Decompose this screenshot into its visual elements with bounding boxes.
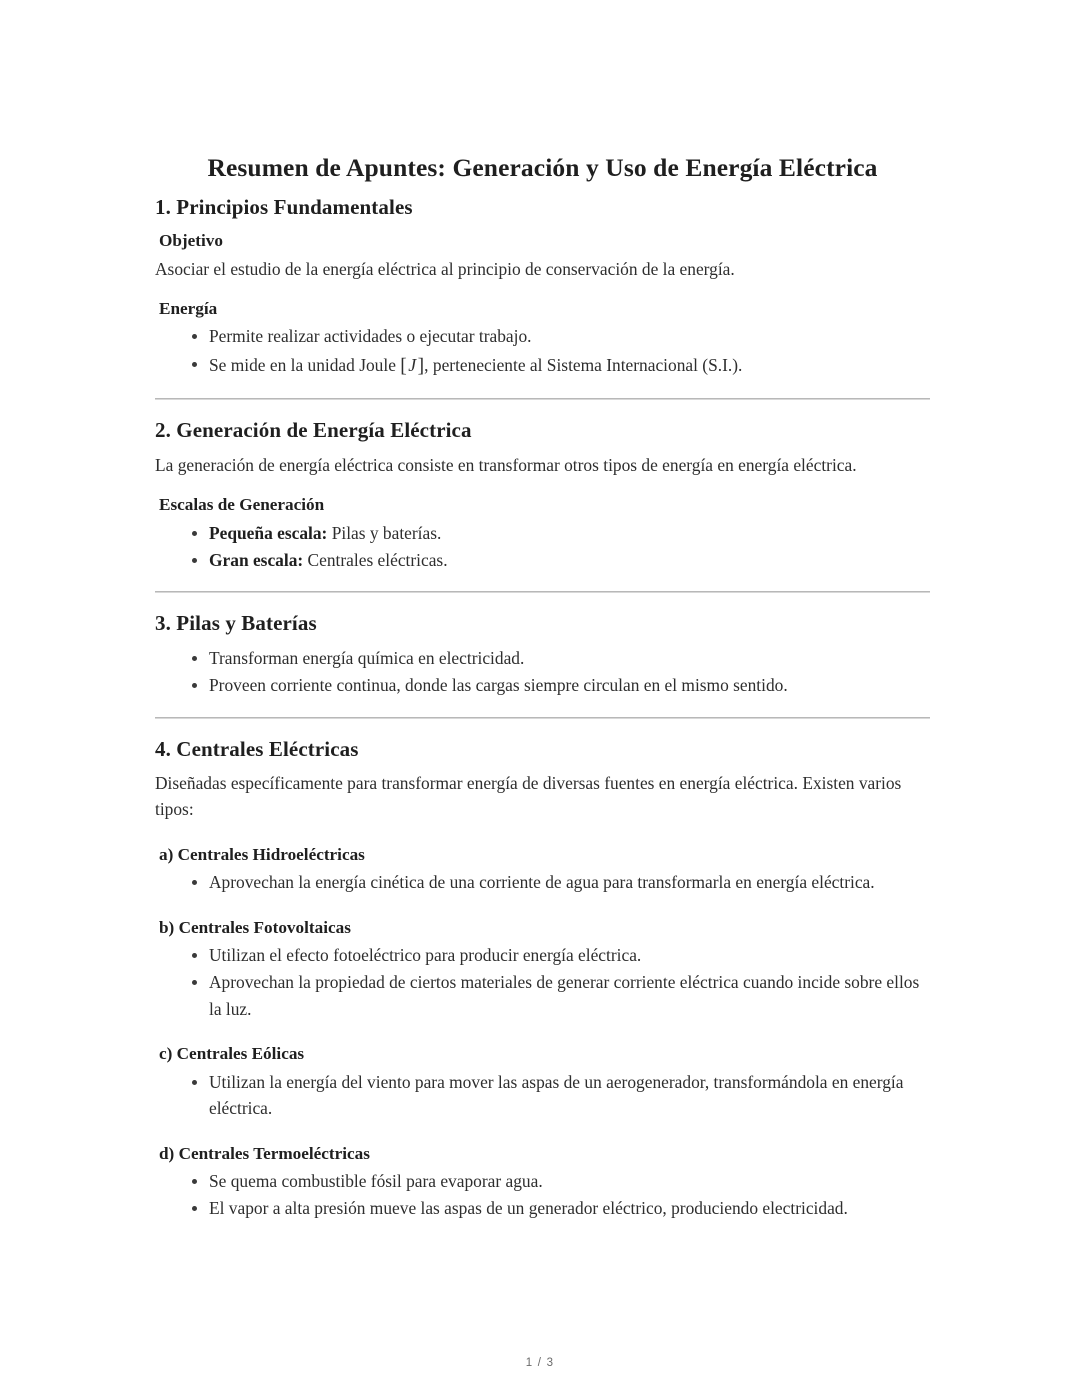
section-heading-4: 4. Centrales Eléctricas (155, 736, 359, 761)
paragraph-objetivo: Asociar el estudio de la energía eléctrica al principio de conservación de la energía. (155, 258, 735, 279)
list-item-text-before: Se mide en la unidad Joule (209, 354, 401, 375)
paragraph-centrales: Diseñadas específicamente para transformar energía de diversas fuentes en energía eléctrica. Existen varios tipos: (155, 772, 902, 820)
section-heading-2: 2. Generación de Energía Eléctrica (155, 418, 472, 443)
page-title: Resumen de Apuntes: Generación y Uso de Energía Eléctrica (207, 153, 878, 182)
list-item (155, 520, 930, 546)
subheading-energia: Energía (159, 298, 218, 318)
list-item-text: Pilas y baterías. (327, 522, 442, 543)
list-termoelectricas (155, 1168, 930, 1222)
list-item-lead: Gran escala: (209, 549, 304, 570)
section-divider (155, 398, 930, 400)
list-item: Utilizan el efecto fotoeléctrico para producir energía eléctrica. (155, 942, 930, 968)
list-hidroelectricas (155, 869, 930, 895)
list-fotovoltaicas (155, 942, 930, 1022)
math-variable-j: J (408, 354, 417, 375)
section-divider (155, 717, 930, 719)
paragraph-generacion: La generación de energía eléctrica consiste en transformar otros tipos de energía en energía eléctrica. (155, 454, 857, 475)
subheading-hidroelectricas: a) Centrales Hidroeléctricas (159, 844, 365, 864)
list-item: Se quema combustible fósil para evaporar agua. (155, 1168, 930, 1194)
list-item: Aprovechan la propiedad de ciertos materiales de generar corriente eléctrica cuando incide sobre ellos la luz. (155, 969, 930, 1022)
math-bracket-open: [ (400, 355, 407, 377)
page-number-footer: 1 / 3 (525, 1357, 555, 1369)
section-heading-3: 3. Pilas y Baterías (155, 611, 317, 636)
list-eolicas (155, 1069, 930, 1122)
math-bracket-close: ] (417, 355, 425, 377)
list-item (155, 547, 930, 573)
math-joule-unit (400, 355, 424, 375)
list-item: Transforman energía química en electricidad. (155, 645, 930, 671)
subheading-fotovoltaicas: b) Centrales Fotovoltaicas (159, 917, 351, 937)
list-item-text: Centrales eléctricas. (303, 549, 448, 570)
section-heading-1: 1. Principios Fundamentales (155, 194, 413, 219)
document-content (155, 152, 930, 1222)
list-item-text-after: , perteneciente al Sistema Internacional (S.I.). (424, 354, 743, 375)
subheading-objetivo: Objetivo (159, 231, 223, 251)
list-item: Aprovechan la energía cinética de una corriente de agua para transformarla en energía eléctrica. (155, 869, 930, 895)
subheading-eolicas: c) Centrales Eólicas (159, 1044, 305, 1064)
list-item (155, 351, 930, 381)
list-pilas (155, 645, 930, 699)
list-item: Utilizan la energía del viento para mover las aspas de un aerogenerador, transformándola en energía eléctrica. (155, 1069, 930, 1122)
list-escalas (155, 520, 930, 574)
subheading-escalas: Escalas de Generación (159, 495, 325, 515)
list-item-lead: Pequeña escala: (209, 522, 328, 543)
list-energia (155, 323, 930, 380)
list-item: Proveen corriente continua, donde las cargas siempre circulan en el mismo sentido. (155, 672, 930, 698)
subheading-termoelectricas: d) Centrales Termoeléctricas (159, 1143, 370, 1163)
list-item: Permite realizar actividades o ejecutar trabajo. (155, 323, 930, 349)
list-item: El vapor a alta presión mueve las aspas de un generador eléctrico, produciendo electricidad. (155, 1195, 930, 1221)
section-divider (155, 591, 930, 593)
